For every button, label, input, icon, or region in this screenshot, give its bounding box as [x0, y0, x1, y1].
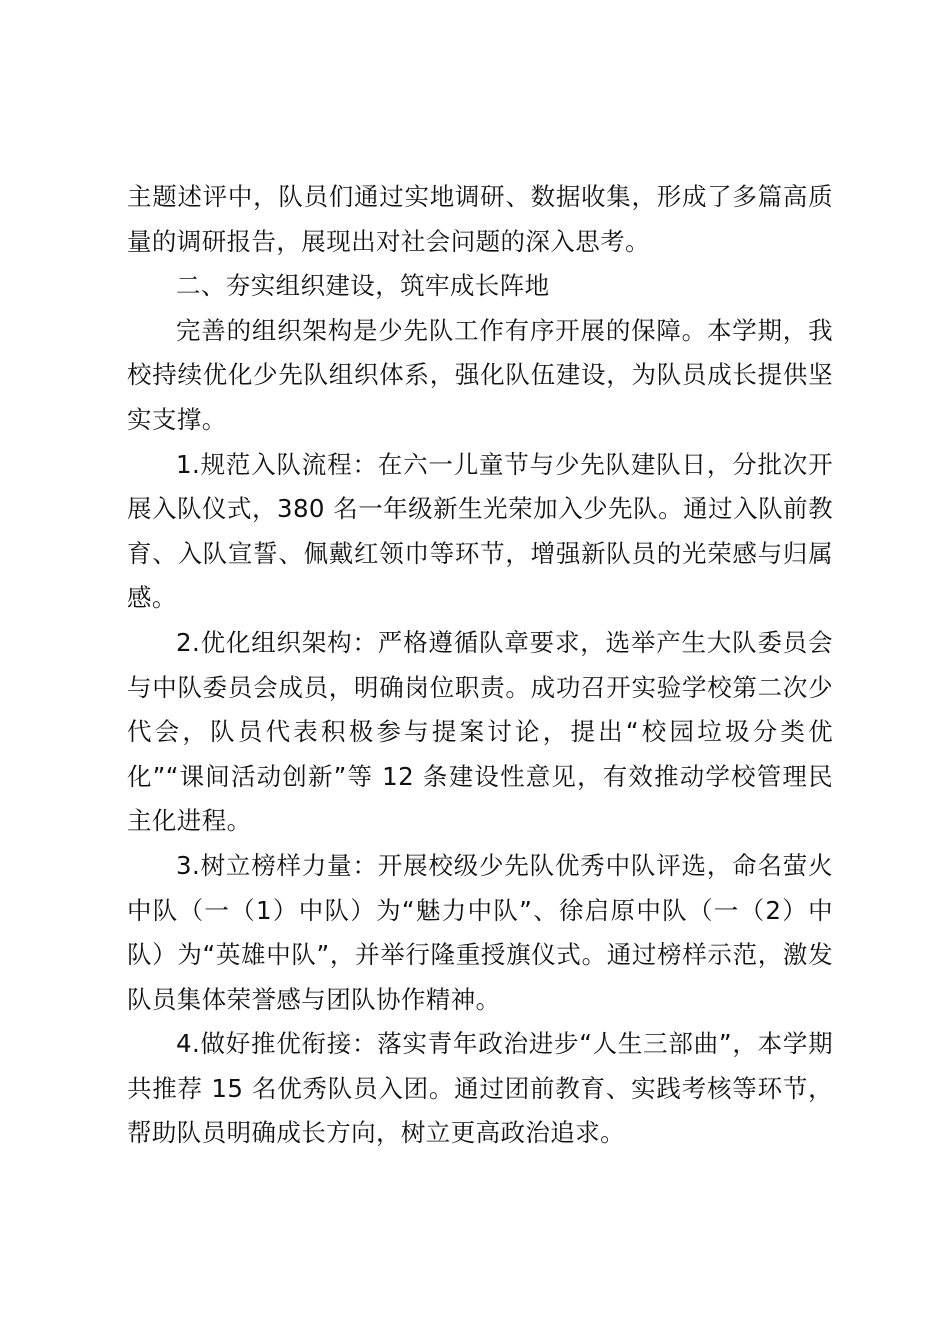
paragraph-item-4: 4.做好推优衔接：落实青年政治进步“人生三部曲”，本学期共推荐 15 名优秀队员入团。通过团前教育、实践考核等环节，帮助队员明确成长方向，树立更高政治追求。	[127, 1029, 833, 1148]
paragraph-item-3: 3.树立榜样力量：开展校级少先队优秀中队评选，命名萤火中队（一（1）中队）为“魅力中队”、徐启原中队（一（2）中队）为“英雄中队”，并举行隆重授旗仪式。通过榜样示范，激发队员集体荣誉感与团队协作精神。	[127, 850, 833, 1014]
paragraph-item-2: 2.优化组织架构：严格遵循队章要求，选举产生大队委员会与中队委员会成员，明确岗位职责。成功召开实验学校第二次少代会，队员代表积极参与提案讨论，提出“校园垃圾分类优化”“课间活动创新”等 12 条建设性意见，有效推动学校管理民主化进程。	[127, 627, 833, 836]
paragraph-intro: 完善的组织架构是少先队工作有序开展的保障。本学期，我校持续优化少先队组织体系，强化队伍建设，为队员成长提供坚实支撑。	[127, 315, 833, 434]
section-heading: 二、夯实组织建设，筑牢成长阵地	[176, 271, 550, 301]
paragraph-item-1: 1.规范入队流程：在六一儿童节与少先队建队日，分批次开展入队仪式，380 名一年级新生光荣加入少先队。通过入队前教育、入队宣誓、佩戴红领巾等环节，增强新队员的光荣感与归属感。	[127, 449, 833, 613]
document-body	[127, 175, 833, 1156]
paragraph-continued: 主题述评中，队员们通过实地调研、数据收集，形成了多篇高质量的调研报告，展现出对社会问题的深入思考。	[127, 182, 833, 256]
